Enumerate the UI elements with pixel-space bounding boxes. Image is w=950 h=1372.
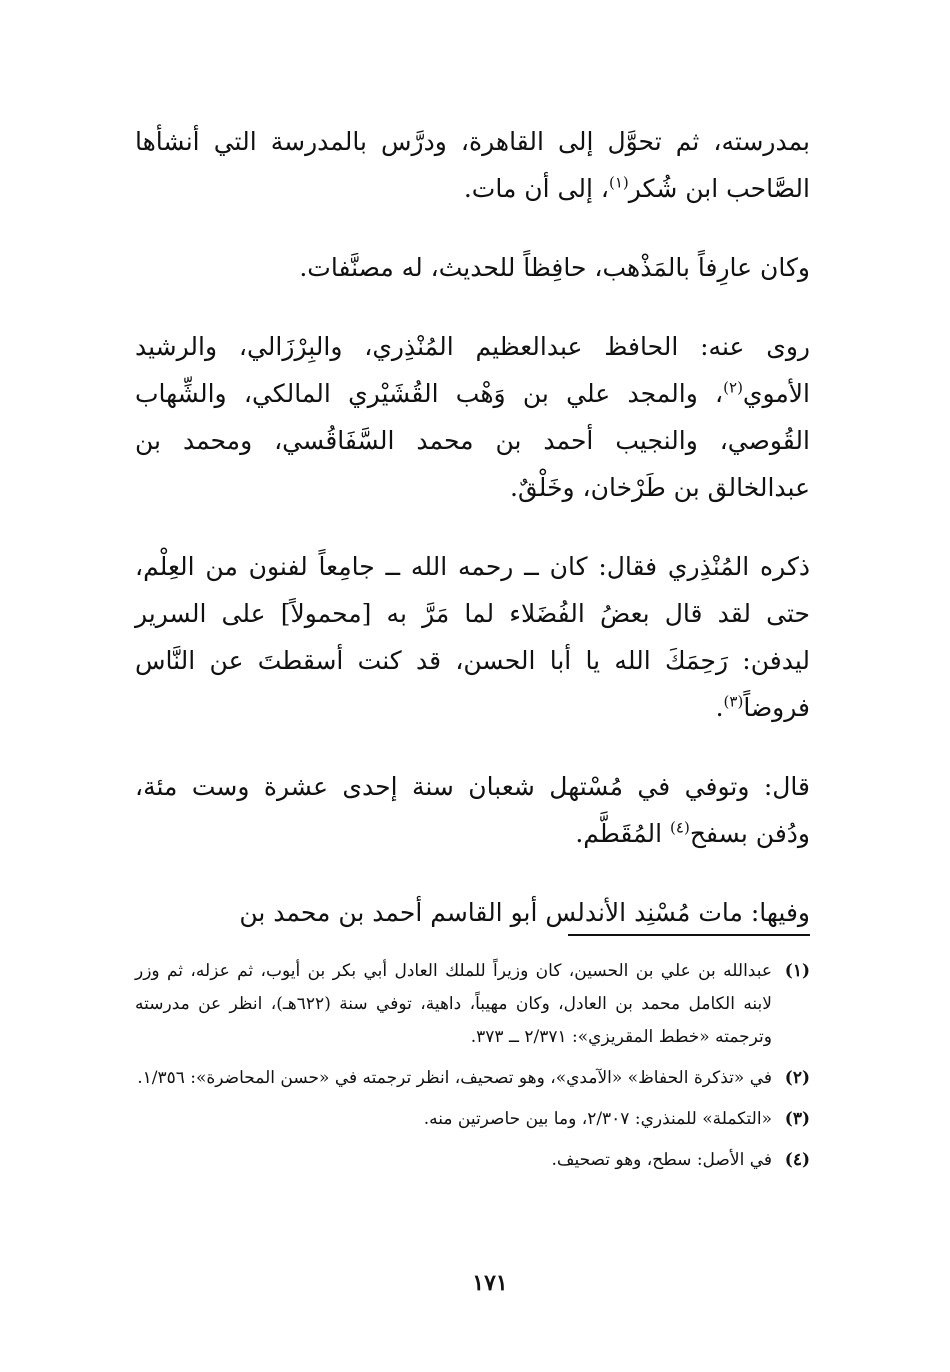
footnote-number: (٤) [784, 1150, 810, 1170]
paragraph-6-text: وفيها: مات مُسْنِد الأندلس أبو القاسم أحمد بن محمد بن [239, 898, 810, 927]
page-number: ١٧١ [472, 1270, 508, 1296]
footnote-text: في الأصل: سطح، وهو تصحيف. [551, 1150, 772, 1170]
footnote-text: عبدالله بن علي بن الحسين، كان وزيراً للملك العادل أبي بكر بن أيوب، ثم عزله، ثم وزر لابنه الكامل محمد بن العادل، وكان مهيباً، داهية، توفي سنة (٦٢٢هـ)، انظر عن مدرسته وترجمته «خطط المقريزي»: ٢/٣٧١ ــ ٣٧٣. [135, 961, 772, 1047]
footnote-text: في «تذكرة الحفاظ» «الآمدي»، وهو تصحيف، انظر ترجمته في «حسن المحاضرة»: ١/٣٥٦. [137, 1068, 772, 1088]
footnote-item [135, 1144, 810, 1177]
footnote-ref-1[interactable]: (١) [608, 173, 629, 192]
paragraph-2-text: وكان عارِفاً بالمَذْهب، حافِظاً للحديث، له مصنَّفات. [299, 253, 810, 282]
footnote-item [135, 1103, 810, 1136]
footnote-item [135, 1062, 810, 1095]
footnotes [135, 955, 810, 1185]
paragraph-1 [135, 118, 810, 212]
footnote-text: «التكملة» للمنذري: ٢/٣٠٧، وما بين حاصرتين منه. [423, 1109, 772, 1129]
paragraph-1-text: بمدرسته، ثم تحوَّل إلى القاهرة، ودرَّس بالمدرسة التي أنشأها الصَّاحب ابن شُكر [135, 127, 810, 203]
footnote-item [135, 955, 810, 1054]
paragraph-4-text-end: . [715, 693, 724, 722]
paragraph-5-text-end: المُقَطَّم. [575, 819, 671, 848]
paragraph-2 [135, 244, 810, 291]
paragraph-1-text-end: ، إلى أن مات. [463, 174, 609, 203]
footnote-ref-3[interactable]: (٣) [723, 692, 744, 711]
footnote-number: (٢) [784, 1068, 810, 1088]
footnote-ref-2[interactable]: (٢) [723, 378, 743, 397]
paragraph-3 [135, 323, 810, 511]
paragraph-3-text-end: ، والمجد علي بن وَهْب القُشَيْري المالكي، والشِّهاب القُوصي، والنجيب أحمد بن محمد السَّفَاقُسي، ومحمد بن عبدالخالق بن طَرْخان، وخَلْقٌ. [135, 379, 810, 502]
footnote-number: (٣) [784, 1109, 810, 1129]
paragraph-3-text: روى عنه: الحافظ عبدالعظيم المُنْذِري، والبِرْزَالي، والرشيد الأموي [135, 332, 810, 408]
footnote-divider [568, 934, 810, 936]
paragraph-6 [135, 889, 810, 936]
main-text [135, 118, 810, 936]
footnote-number: (١) [784, 961, 810, 981]
paragraph-4-text: ذكره المُنْذِري فقال: كان ــ رحمه الله ــ جامِعاً لفنون من العِلْم، حتى لقد قال بعضُ الفُضَلاء لما مَرَّ به [محمولاً] على السرير ليدفن: رَحِمَكَ الله يا أبا الحسن، قد كنت أسقطتَ عن النَّاس فروضاً [135, 552, 810, 722]
paragraph-5-text: قال: وتوفي في مُسْتهل شعبان سنة إحدى عشرة وست مئة، ودُفن بسفح [135, 772, 810, 848]
footnote-ref-4[interactable]: (٤) [670, 818, 690, 837]
paragraph-5 [135, 763, 810, 857]
paragraph-4 [135, 543, 810, 731]
